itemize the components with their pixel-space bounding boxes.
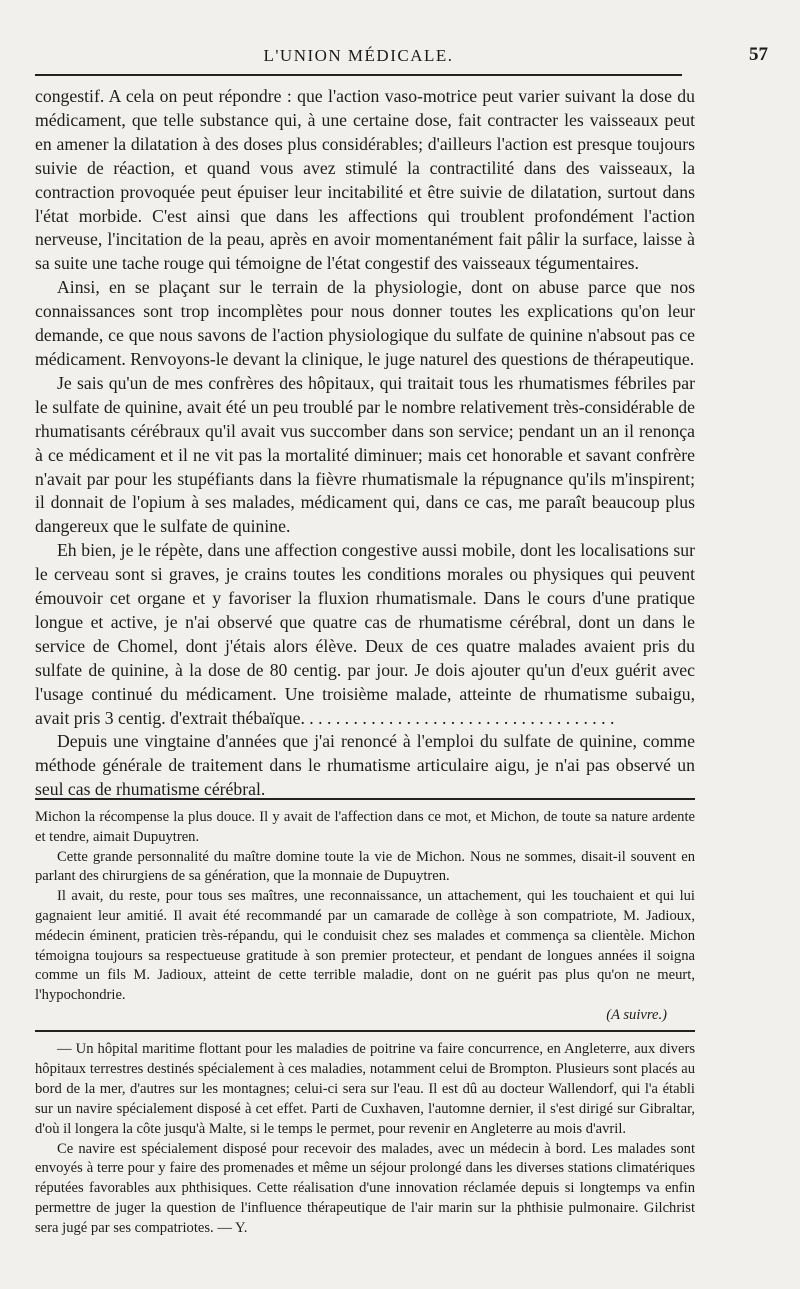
news-paragraph: Ce navire est spécialement disposé pour recevoir des malades, avec un médecin à bord. Les malades sont envoyés à terre pour y faire des promenades et même un séjour prolongé dans les diverses stations climatériques réputées favorables aux phthisiques. Cette réalisation d'une innovation réclamée depuis si longtemps va enfin permettre de juger la question de l'influence thérapeutique de l'air marin sur la phthisie pulmonaire. Gilchrist sera jugé par ses compatriotes. — Y.	[35, 1140, 695, 1237]
section-divider	[35, 798, 695, 800]
news-section	[35, 1040, 695, 1239]
page-number: 57	[749, 44, 768, 65]
running-title: L'UNION MÉDICALE.	[263, 46, 454, 65]
to-be-continued-note: (A suivre.)	[606, 1006, 667, 1023]
feuilleton-paragraph: Cette grande personnalité du maître domine toute la vie de Michon. Nous ne sommes, disait-il souvent en parlant des chirurgiens de sa génération, que la monnaie de Dupuytren.	[35, 848, 695, 885]
paragraph: Ainsi, en se plaçant sur le terrain de la physiologie, dont on abuse parce que nos connaissances sont trop incomplètes pour nous donner toutes les explications qu'on leur demande, ce que nous savons de l'action physiologique du sulfate de quinine n'absout pas ce médicament. Renvoyons-le devant la clinique, le juge naturel des questions de thérapeutique.	[35, 277, 695, 369]
section-divider	[35, 1030, 695, 1032]
paragraph: Eh bien, je le répète, dans une affection congestive aussi mobile, dont les localisations sur le cerveau sont si graves, je crains toutes les conditions morales ou physiques qui peuvent émouvoir cet organe et y favoriser la fluxion rhumatismale. Dans le cours d'une pratique longue et active, je n'ai observé que quatre cas de rhumatisme cérébral, dont un dans le service de Chomel, dont j'étais alors élève. Deux de ces quatre malades avaient pris du sulfate de quinine, à la dose de 80 centig. par jour. Je dois ajouter qu'un d'eux guérit avec l'usage continué du médicament. Une troisième malade, atteinte de rhumatisme subaigu, avait pris 3 centig. d'extrait thébaïque. . . . . . . . . . . . . . . . . . . . . . . . . . . . . . . . . . . .	[35, 540, 695, 728]
feuilleton-section	[35, 808, 695, 1026]
paragraph: Je sais qu'un de mes confrères des hôpitaux, qui traitait tous les rhumatismes fébriles par le sulfate de quinine, avait été un peu troublé par le nombre relativement très-considérable de rhumatisants cérébraux qu'il avait vus succomber dans son service; pendant un an il renonça à ce médicament et il ne vit pas la mortalité diminuer; mais cet honorable et savant confrère n'avait par pour les stupéfiants dans la fièvre rhumatismale la répugnance qu'ils m'inspirent; il donnait de l'opium à ses malades, médicament qui, dans ce cas, me paraît beaucoup plus dangereux que le sulfate de quinine.	[35, 372, 695, 537]
page-header	[35, 38, 768, 76]
news-paragraph: — Un hôpital maritime flottant pour les maladies de poitrine va faire concurrence, en Angleterre, aux divers hôpitaux terrestres destinés spécialement à ces maladies, notamment celui de Brompton. Plusieurs sont placés au bord de la mer, d'autres sur les montagnes; celui-ci sera sur l'eau. Il est dû au docteur Wallendorf, qui l'a établi sur un navire spécialement disposé à cet effet. Parti de Cuxhaven, l'automne dernier, il s'est dirigé sur Gibraltar, d'où il longera la côte jusqu'à Malte, si le temps le permet, pour revenir en Angleterre au mois d'avril.	[35, 1041, 695, 1137]
main-article-text	[35, 85, 695, 802]
paragraph: Depuis une vingtaine d'années que j'ai renoncé à l'emploi du sulfate de quinine, comme méthode générale de traitement dans le rhumatisme articulaire aigu, je n'ai pas observé un seul cas de rhumatisme cérébral.	[35, 731, 695, 800]
feuilleton-paragraph: Il avait, du reste, pour tous ses maîtres, une reconnaissance, un attachement, qui les touchaient et qui lui gagnaient leur amitié. Il avait été recommandé par un camarade de collège à son compatriote, M. Jadioux, médecin éminent, praticien très-répandu, qui le conduisit chez ses malades et commença sa clientèle. Michon témoigna toujours sa respectueuse gratitude à son premier protecteur, et pendant de longues années il soigna comme un fils M. Jadioux, atteint de cette terrible maladie, dont on ne guérit pas plus qu'on ne meurt, l'hypochondrie.	[35, 888, 695, 1004]
paragraph: congestif. A cela on peut répondre : que l'action vaso-motrice peut varier suivant la dose du médicament, que telle substance qui, à une certaine dose, fait contracter les vaisseaux peut en amener la dilatation à des doses plus considérables; d'ailleurs l'action est presque toujours suivie de réaction, et quand vous avez stimulé la contractilité dans des vaisseaux, la contraction provoquée peut épuiser leur incitabilité et être suivie de dilatation, surtout dans l'état morbide. C'est ainsi que dans les affections qui troublent profondément l'action nerveuse, l'incitation de la peau, après en avoir momentanément fait pâlir la surface, laisse à sa suite une tache rouge qui témoigne de l'état congestif des vaisseaux tégumentaires.	[35, 86, 695, 274]
feuilleton-paragraph: Michon la récompense la plus douce. Il y avait de l'affection dans ce mot, et Michon, de toute sa nature ardente et tendre, aimait Dupuytren.	[35, 809, 695, 845]
